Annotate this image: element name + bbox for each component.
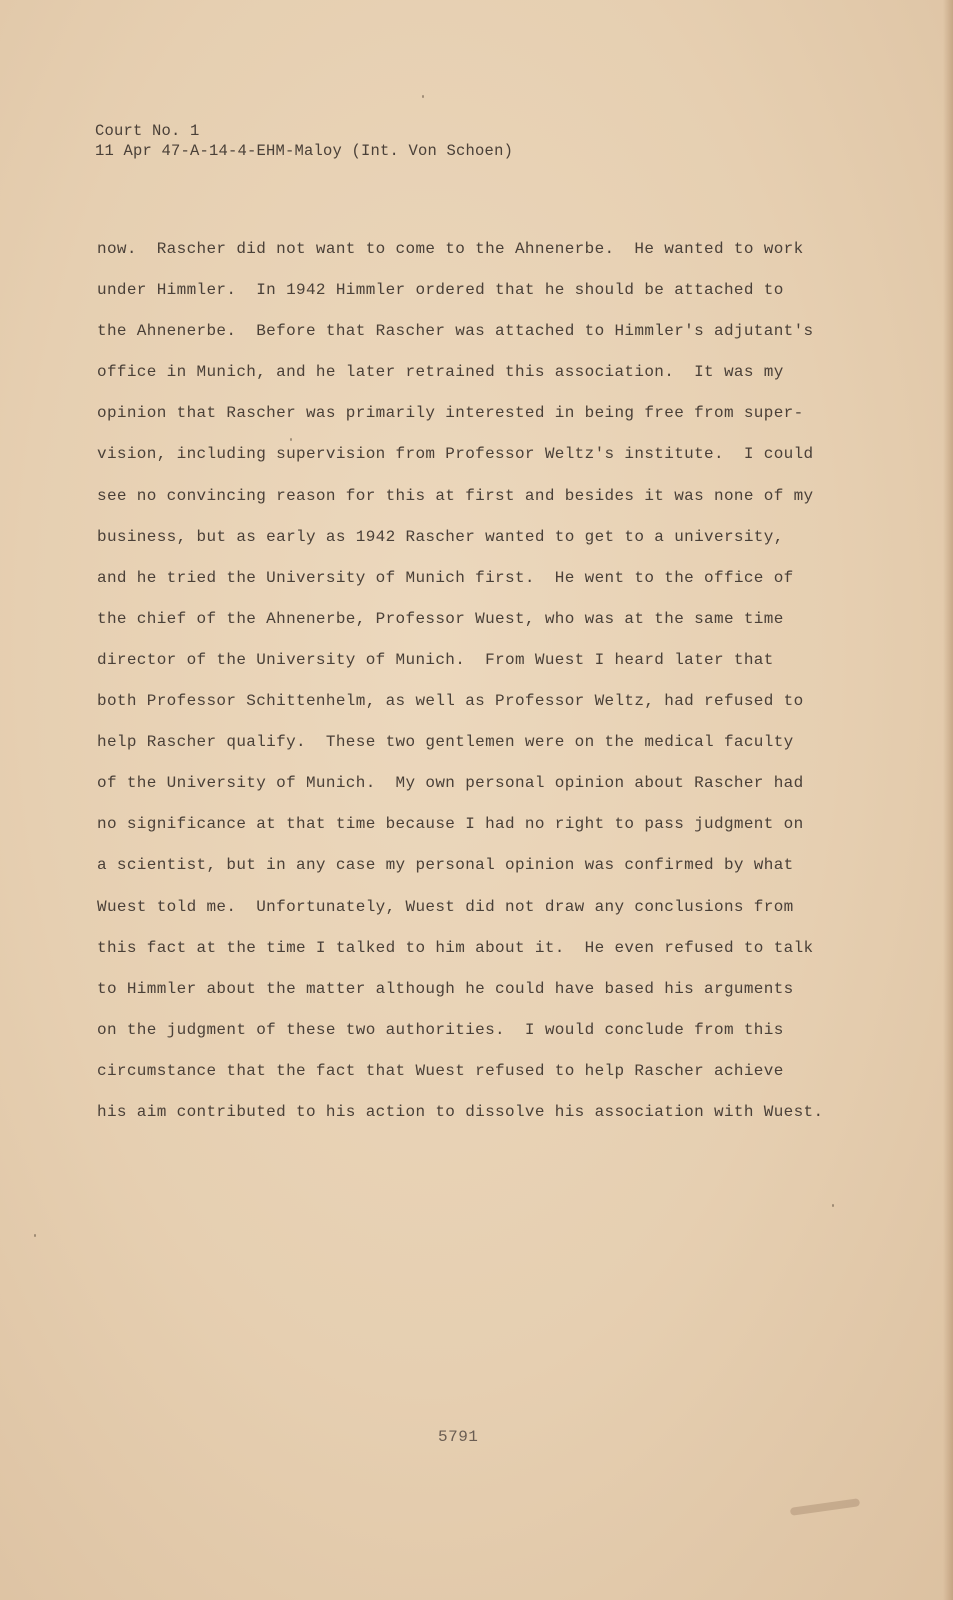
paper-speck — [422, 95, 424, 98]
body-line: director of the University of Munich. From Wuest I heard later that — [97, 650, 774, 669]
body-line: Wuest told me. Unfortunately, Wuest did not draw any conclusions from — [97, 897, 794, 916]
body-line: opinion that Rascher was primarily interested in being free from super- — [97, 404, 804, 423]
body-line: vision, including supervision from Professor Weltz's institute. I could — [97, 445, 814, 464]
body-line: circumstance that the fact that Wuest refused to help Rascher achieve — [97, 1061, 784, 1080]
body-line: and he tried the University of Munich first. He went to the office of — [97, 568, 794, 587]
body-line: business, but as early as 1942 Rascher wanted to get to a university, — [97, 527, 784, 546]
body-line: a scientist, but in any case my personal opinion was confirmed by what — [97, 856, 794, 875]
testimony-body — [97, 238, 857, 1142]
body-line: his aim contributed to his action to dissolve his association with Wuest. — [97, 1102, 824, 1121]
paper-speck — [290, 438, 292, 441]
body-line: no significance at that time because I had no right to pass judgment on — [97, 815, 804, 834]
court-number: Court No. 1 — [95, 122, 200, 140]
body-line: the chief of the Ahnenerbe, Professor Wuest, who was at the same time — [97, 609, 784, 628]
body-line: the Ahnenerbe. Before that Rascher was attached to Himmler's adjutant's — [97, 322, 814, 341]
body-line: office in Munich, and he later retrained this association. It was my — [97, 363, 784, 382]
paper-speck — [832, 1204, 834, 1207]
body-line: under Himmler. In 1942 Himmler ordered that he should be attached to — [97, 281, 784, 300]
paper-speck — [34, 1234, 36, 1237]
page-number: 5791 — [438, 1428, 479, 1446]
body-line: of the University of Munich. My own personal opinion about Rascher had — [97, 774, 804, 793]
body-line: help Rascher qualify. These two gentlemen were on the medical faculty — [97, 733, 794, 752]
paper-smudge — [790, 1498, 860, 1516]
body-line: now. Rascher did not want to come to the Ahnenerbe. He wanted to work — [97, 240, 804, 258]
body-line: both Professor Schittenhelm, as well as Professor Weltz, had refused to — [97, 692, 804, 711]
reference-line: 11 Apr 47-A-14-4-EHM-Maloy (Int. Von Schoen) — [95, 142, 514, 160]
paper-edge-shadow — [943, 0, 953, 1600]
body-line: to Himmler about the matter although he could have based his arguments — [97, 979, 794, 998]
document-header — [95, 121, 513, 161]
body-line: this fact at the time I talked to him about it. He even refused to talk — [97, 938, 814, 957]
body-line: see no convincing reason for this at first and besides it was none of my — [97, 486, 814, 505]
body-line: on the judgment of these two authorities. I would conclude from this — [97, 1020, 784, 1039]
